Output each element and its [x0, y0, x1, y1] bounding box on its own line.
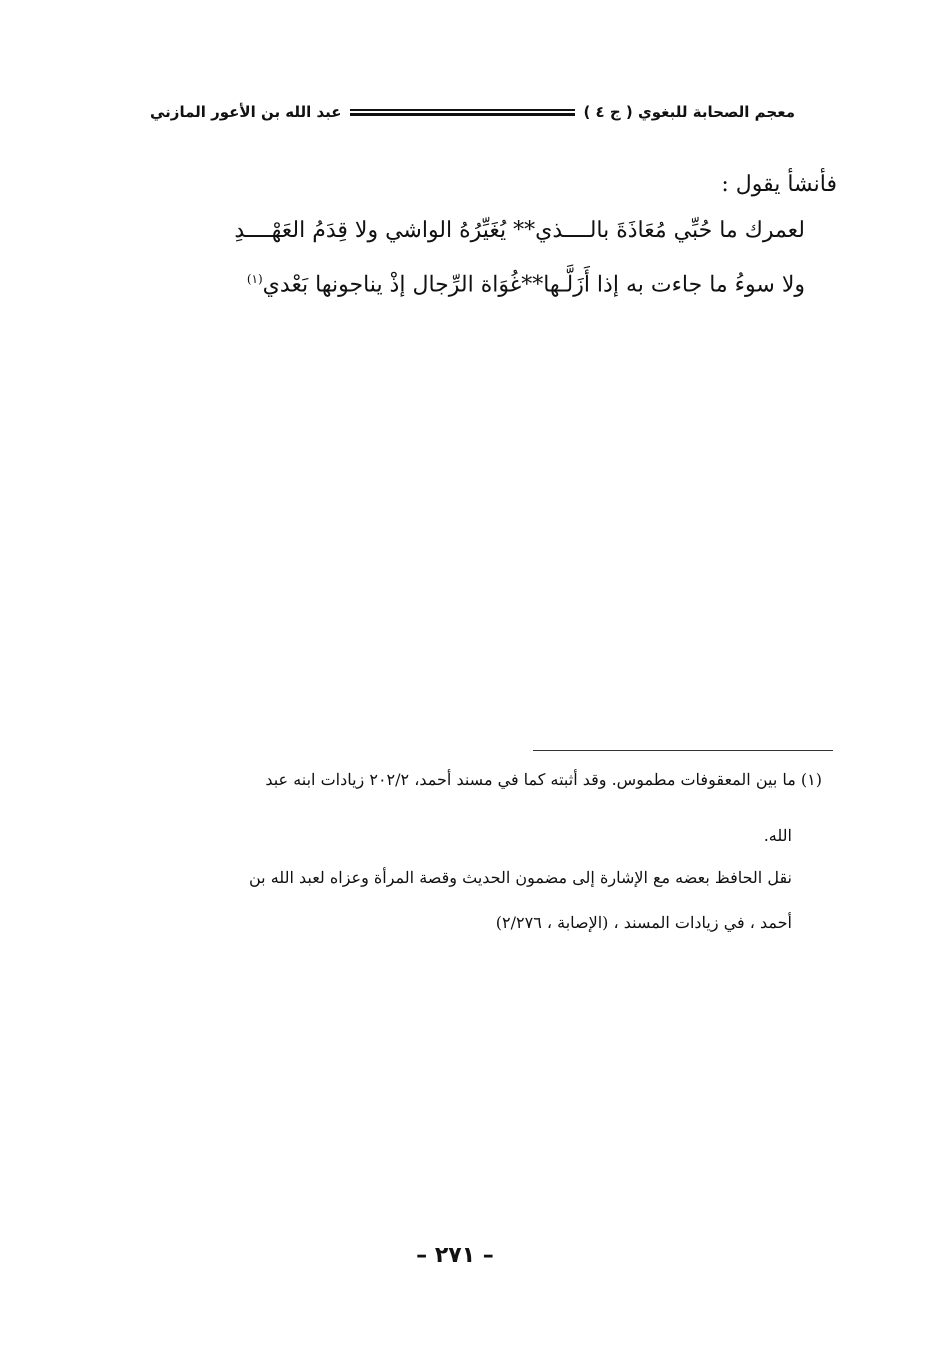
running-header — [150, 98, 795, 126]
header-rule — [350, 109, 576, 116]
verse-1-text: لعمرك ما حُبِّي مُعَاذَةَ بالــــذي** يُغَيِّرُهُ الواشي ولا قِدَمُ العَهْــــدِ — [234, 218, 805, 243]
footnote-marker: (١) — [246, 272, 263, 286]
verse-line-2 — [247, 272, 805, 297]
book-title: معجم الصحابة للبغوي ( ج ٤ ) — [583, 103, 795, 121]
footnote-separator — [533, 750, 833, 751]
footnote-3: أحمد ، في زيادات المسند ، (الإصابة ، ٢/٢٧٦) — [495, 913, 792, 932]
footnote-1-continuation: الله. — [763, 826, 792, 845]
footnote-1-text: ما بين المعقوفات مطموس. وقد أثبته كما في مسند أحمد، ٢٠٢/٢ زيادات ابنه عبد — [265, 770, 796, 789]
section-title: عبد الله بن الأعور المازني — [150, 103, 342, 121]
verse-line-1 — [234, 218, 805, 243]
intro-line: فأنشأ يقول : — [721, 172, 837, 197]
footnote-1-label: (١) — [800, 770, 822, 789]
page-number: – ٢٧١ – — [416, 1243, 494, 1268]
verse-2-text: ولا سوءُ ما جاءت به إذا أَزَلَّـها**غُوَاة الرِّجال إذْ يناجونها بَعْدي — [262, 272, 805, 298]
footnote-2: نقل الحافظ بعضه مع الإشارة إلى مضمون الحديث وقصة المرأة وعزاه لعبد الله بن — [248, 868, 792, 887]
footnote-1 — [265, 770, 822, 789]
